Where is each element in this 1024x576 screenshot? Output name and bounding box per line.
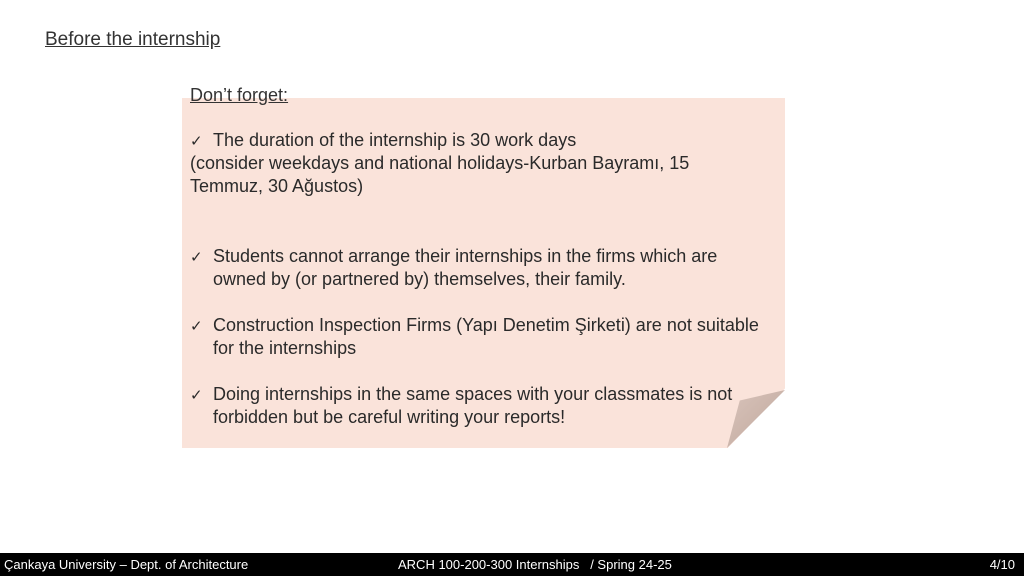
checkmark-icon: ✓ xyxy=(190,317,203,335)
item-text: (consider weekdays and national holidays-Kurban Bayramı, 15 xyxy=(190,153,690,173)
note-heading: Don’t forget: xyxy=(190,85,289,105)
item-text: Students cannot arrange their internships in the firms which are owned by (or partnered by) themselves, their family. xyxy=(213,246,718,289)
list-item xyxy=(190,383,790,429)
footer-bar xyxy=(0,553,1024,576)
page-number: 4/10 xyxy=(989,557,1015,572)
item-text: Construction Inspection Firms (Yapı Denetim Şirketi) are not suitable for the internships xyxy=(213,315,759,358)
item-text: Temmuz, 30 Ağustos) xyxy=(190,176,364,196)
list-item xyxy=(190,245,770,291)
checkmark-icon: ✓ xyxy=(190,386,203,404)
checkmark-icon: ✓ xyxy=(190,132,203,150)
slide-title: Before the internship xyxy=(45,29,221,50)
footer-institution: Çankaya University – Dept. of Architecture xyxy=(4,557,249,572)
item-text: Doing internships in the same spaces with your classmates is not forbidden but be careful writing your reports! xyxy=(213,384,733,427)
footer-course: ARCH 100-200-300 Internships / Spring 24-25 xyxy=(398,557,672,572)
list-item xyxy=(190,129,770,198)
list-item xyxy=(190,314,770,360)
checkmark-icon: ✓ xyxy=(190,248,203,266)
item-text: The duration of the internship is 30 work days xyxy=(213,130,577,150)
